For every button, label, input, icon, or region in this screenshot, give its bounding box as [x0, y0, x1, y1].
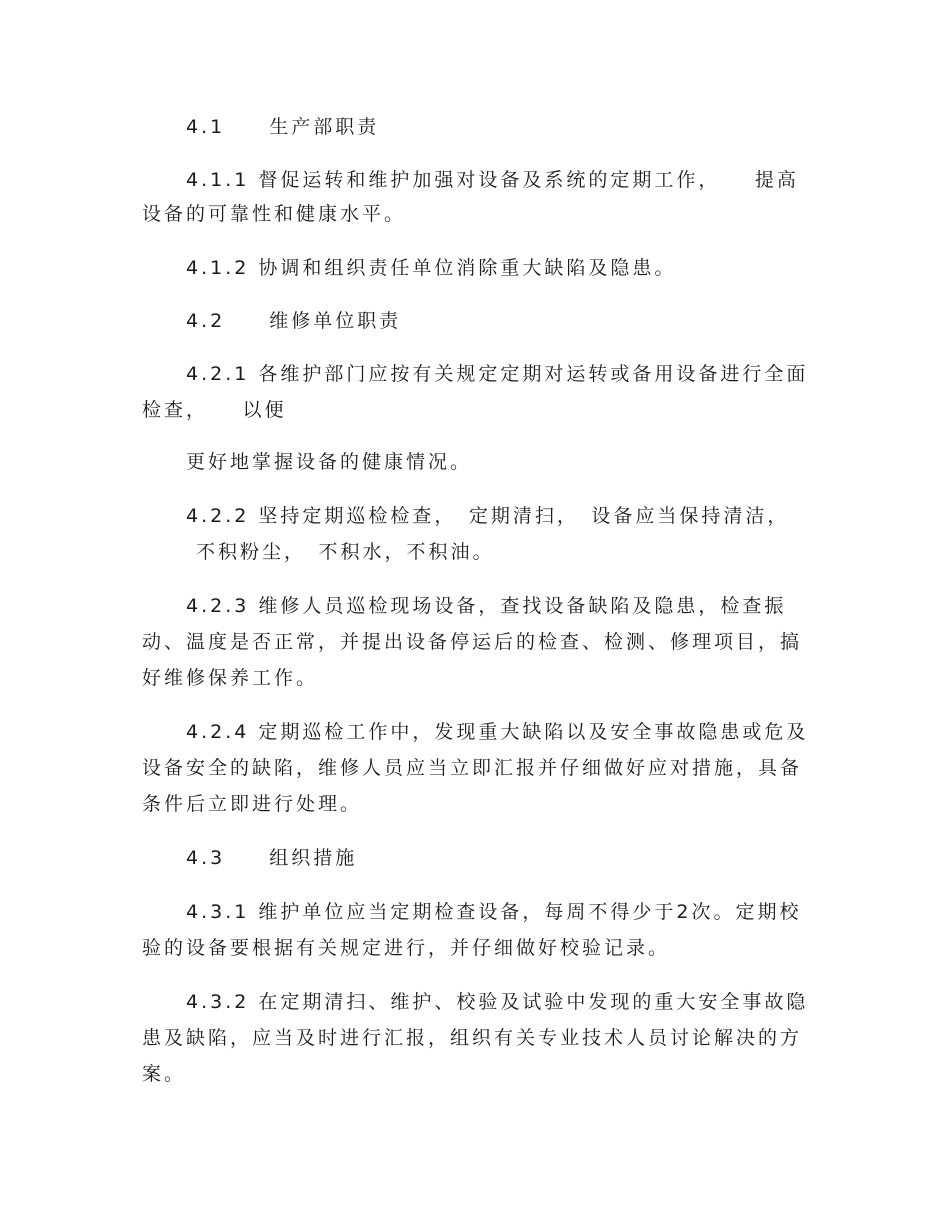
clause-4-1-2: 4.1.2 协调和组织责任单位消除重大缺陷及隐患。 [186, 257, 677, 279]
clause-4-2-3-cont2: 好维修保养工作。 [142, 667, 319, 689]
clause-4-3-2-cont2: 案。 [142, 1063, 187, 1085]
clause-4-2-3-cont: 动、温度是否正常，并提出设备停运后的检查、检测、修理项目，搞 [142, 631, 803, 653]
clause-4-2-4-cont: 设备安全的缺陷，维修人员应当立即汇报并仔细做好应对措施，具备 [142, 757, 803, 779]
clause-4-2-3: 4.2.3 维修人员巡检现场设备，查找设备缺陷及隐患，检查振 [186, 595, 787, 617]
clause-4-3-1-cont: 验的设备要根据有关规定进行，并仔细做好校验记录。 [142, 937, 671, 959]
section-heading-4-2: 4.2 维修单位职责 [186, 310, 402, 332]
section-heading-4-1: 4.1 生产部职责 [186, 116, 380, 138]
clause-4-2-1-cont2: 更好地掌握设备的健康情况。 [186, 451, 473, 473]
clause-4-3-2: 4.3.2 在定期清扫、维护、校验及试验中发现的重大安全事故隐 [186, 991, 809, 1013]
clause-4-1-1: 4.1.1 督促运转和维护加强对设备及系统的定期工作， 提高 [186, 169, 799, 191]
clause-4-2-2-cont: 不积粉尘， 不积水，不积油。 [196, 541, 495, 563]
clause-4-2-1: 4.2.1 各维护部门应按有关规定定期对运转或备用设备进行全面 [186, 363, 809, 385]
section-heading-4-3: 4.3 组织措施 [186, 847, 358, 869]
clause-4-2-4: 4.2.4 定期巡检工作中，发现重大缺陷以及安全事故隐患或危及 [186, 721, 809, 743]
clause-4-3-2-cont: 患及缺陷，应当及时进行汇报，组织有关专业技术人员讨论解决的方 [142, 1027, 803, 1049]
clause-4-2-4-cont2: 条件后立即进行处理。 [142, 793, 363, 815]
clause-4-1-1-cont: 设备的可靠性和健康水平。 [142, 203, 407, 225]
clause-4-2-1-cont: 检查， 以便 [142, 399, 287, 421]
clause-4-2-2: 4.2.2 坚持定期巡检检查， 定期清扫， 设备应当保持清洁， [186, 505, 790, 527]
clause-4-3-1: 4.3.1 维护单位应当定期检查设备，每周不得少于2次。定期校 [186, 901, 802, 923]
